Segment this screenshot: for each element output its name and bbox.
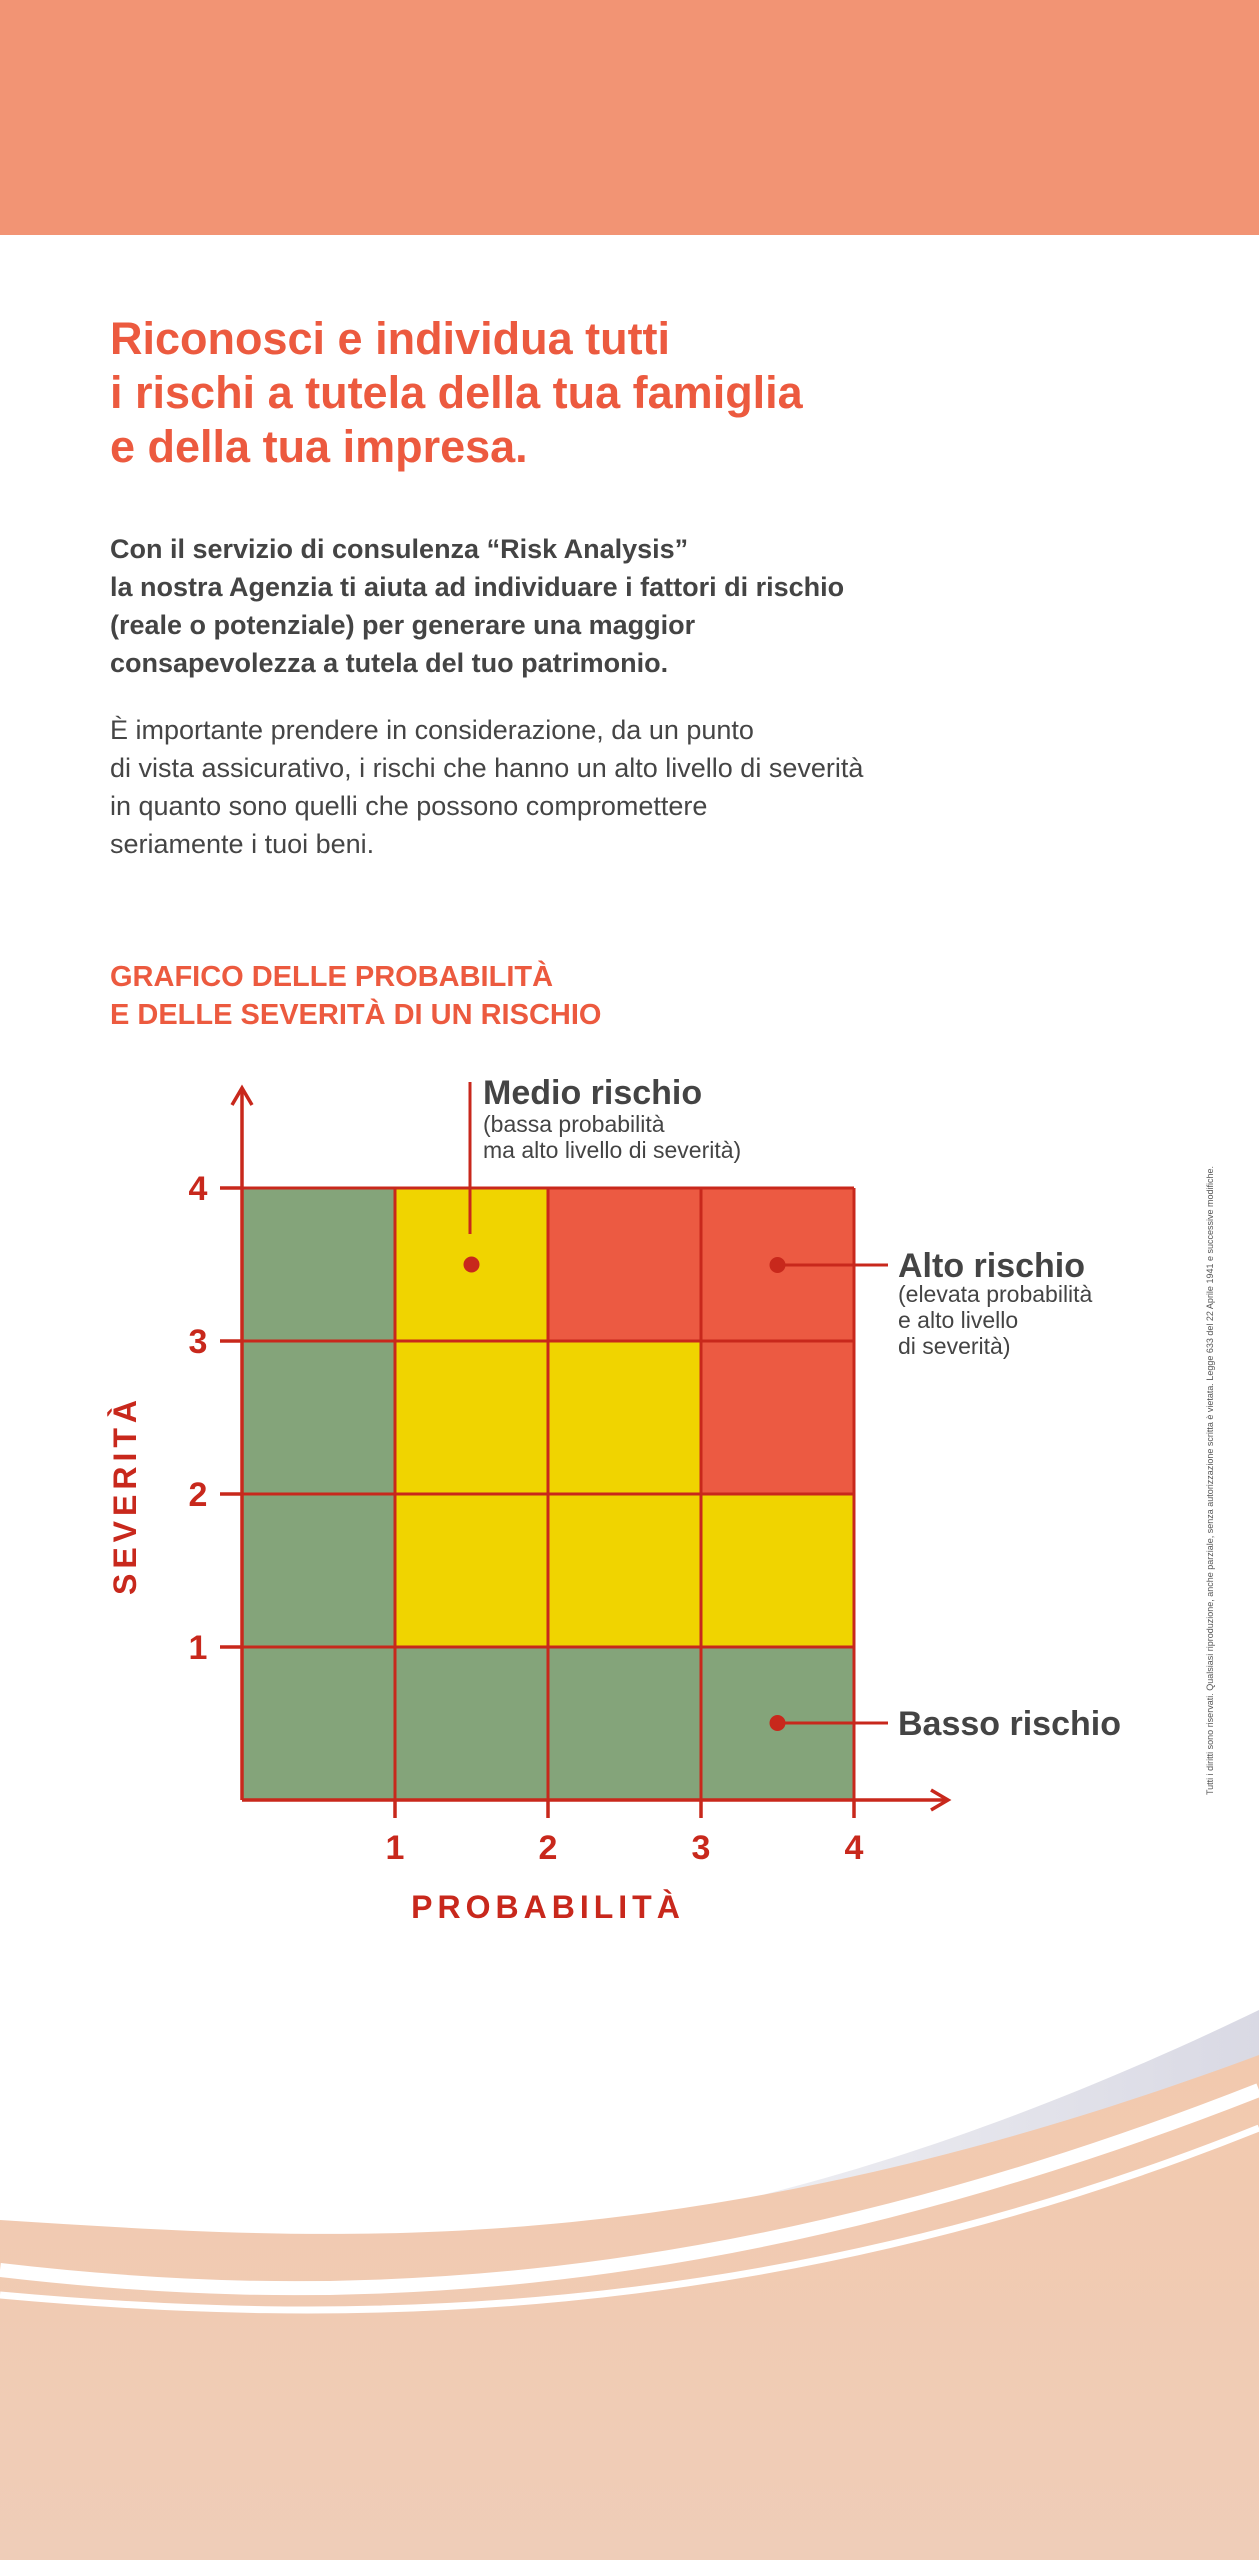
intro-line: Con il servizio di consulenza “Risk Analysis”: [110, 534, 689, 564]
legal-notice: Tutti i diritti sono riservati. Qualsiasi riproduzione, anche parziale, senza autorizzazione scritta è vietata. Legge 633 del 22 Aprile 1941 e successive modifiche.: [1205, 1165, 1215, 1795]
high-risk-description: (elevata probabilità: [898, 1281, 1093, 1307]
headline-line: i rischi a tutela della tua famiglia: [110, 367, 803, 418]
body-paragraph: [110, 711, 1110, 863]
chart-title-line: GRAFICO DELLE PROBABILITÀ: [110, 961, 554, 993]
high-risk-description: di severità): [898, 1333, 1011, 1359]
intro-line: consapevolezza a tutela del tuo patrimonio.: [110, 648, 669, 678]
matrix-cell-low: [242, 1647, 395, 1800]
matrix-cell-low: [242, 1494, 395, 1647]
matrix-cell-low: [395, 1647, 548, 1800]
matrix-cell-low: [242, 1341, 395, 1494]
headline: [110, 312, 1110, 474]
medium-risk-description: (bassa probabilità: [483, 1111, 665, 1137]
chart-title: [110, 958, 910, 1034]
body-line: in quanto sono quelli che possono compromettere: [110, 791, 708, 821]
high-risk-description: e alto livello: [898, 1307, 1019, 1333]
headline-line: Riconosci e individua tutti: [110, 313, 671, 364]
chart-title-line: E DELLE SEVERITÀ DI UN RISCHIO: [110, 999, 602, 1031]
matrix-cell-medium: [395, 1494, 548, 1647]
y-tick-label: 2: [188, 1476, 208, 1514]
body-line: seriamente i tuoi beni.: [110, 829, 375, 859]
matrix-cell-high: [701, 1341, 854, 1494]
sand-dune-background: [0, 1950, 1259, 2560]
y-tick-label: 4: [188, 1170, 208, 1208]
matrix-cell-low: [548, 1647, 701, 1800]
intro-line: (reale o potenziale) per generare una maggior: [110, 610, 696, 640]
medium-risk-marker: [464, 1257, 480, 1273]
matrix-cell-high: [548, 1188, 701, 1341]
risk-matrix-chart: [0, 1060, 1259, 1960]
matrix-cell-medium: [395, 1341, 548, 1494]
headline-line: e della tua impresa.: [110, 421, 528, 472]
medium-risk-title: Medio rischio: [483, 1074, 703, 1112]
matrix-cell-medium: [701, 1494, 854, 1647]
matrix-cell-medium: [548, 1341, 701, 1494]
y-tick-label: 3: [188, 1323, 208, 1361]
intro-paragraph: [110, 530, 1110, 682]
matrix-cell-medium: [548, 1494, 701, 1647]
y-axis-title: SEVERITÀ: [107, 1394, 143, 1596]
x-axis-title: PROBABILITÀ: [411, 1889, 685, 1925]
high-risk-title: Alto rischio: [898, 1247, 1086, 1285]
low-risk-title: Basso rischio: [898, 1705, 1121, 1743]
body-line: di vista assicurativo, i rischi che hanno un alto livello di severità: [110, 753, 864, 783]
medium-risk-description: ma alto livello di severità): [483, 1137, 742, 1163]
top-color-band: [0, 0, 1259, 235]
x-tick-label: 2: [538, 1829, 558, 1867]
body-line: È importante prendere in considerazione, da un punto: [110, 715, 754, 745]
intro-line: la nostra Agenzia ti aiuta ad individuare i fattori di rischio: [110, 572, 845, 602]
x-tick-label: 1: [385, 1829, 405, 1867]
matrix-cell-low: [242, 1188, 395, 1341]
x-tick-label: 3: [691, 1829, 711, 1867]
x-tick-label: 4: [844, 1829, 864, 1867]
y-tick-label: 1: [188, 1629, 208, 1667]
